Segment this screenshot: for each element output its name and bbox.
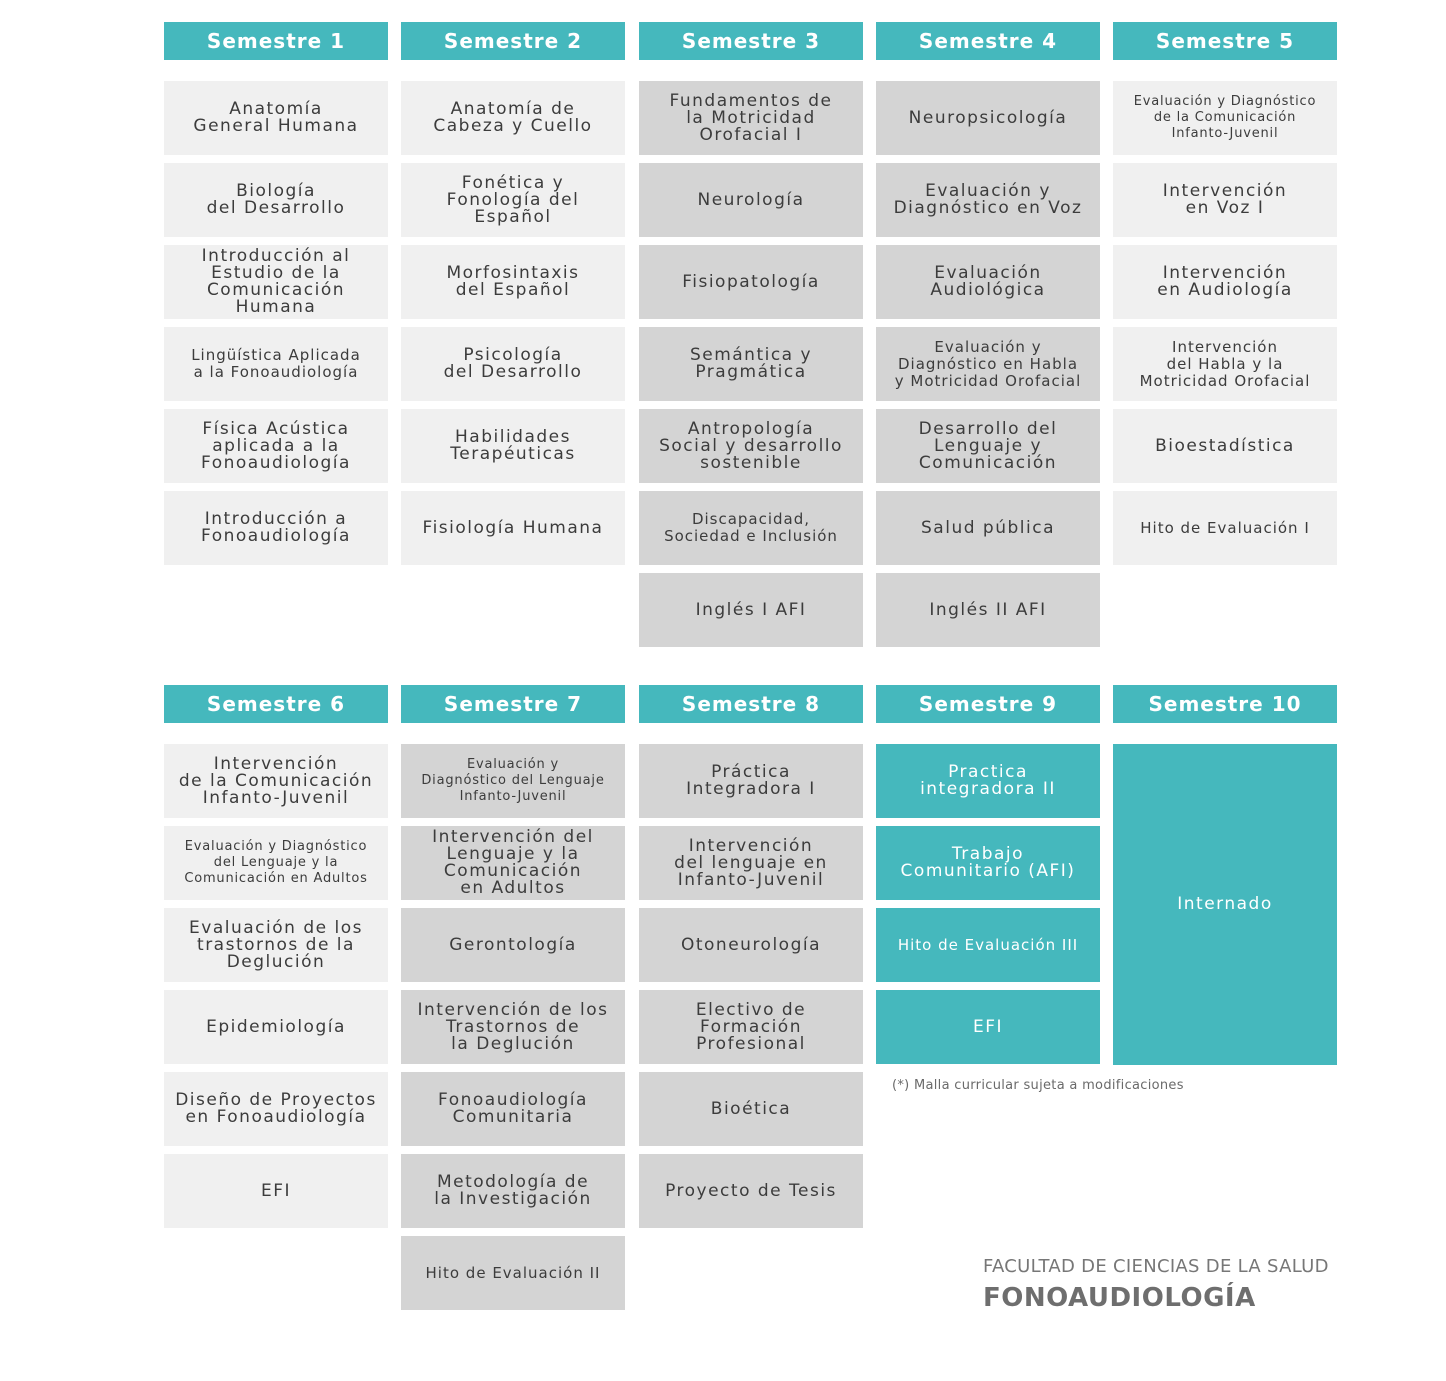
course-fisiopatologia: Fisiopatología [639, 245, 863, 319]
course-practica-integradora-ii: Practica integradora II [876, 744, 1100, 818]
course-desarrollo-del-lenguaje-y-comunicacion: Desarrollo del Lenguaje y Comunicación [876, 409, 1100, 483]
semester-header-6: Semestre 6 [164, 685, 388, 723]
course-linguistica-aplicada-a-la-fonoaudiologia: Lingüística Aplicada a la Fonoaudiología [164, 327, 388, 401]
semester-header-3: Semestre 3 [639, 22, 863, 60]
course-fisica-acustica-aplicada-a-la-fonoaudiologia: Física Acústica aplicada a la Fonoaudiología [164, 409, 388, 483]
semester-header-4: Semestre 4 [876, 22, 1100, 60]
course-efi: EFI [876, 990, 1100, 1064]
course-fonoaudiologia-comunitaria: Fonoaudiología Comunitaria [401, 1072, 625, 1146]
course-internado: Internado [1113, 744, 1337, 1065]
program-name: FONOAUDIOLOGÍA [983, 1283, 1256, 1313]
course-evaluacion-y-diagnostico-en-habla-y-motricidad-orofacial: Evaluación y Diagnóstico en Habla y Motricidad Orofacial [876, 327, 1100, 401]
course-intervencion-del-habla-y-la-motricidad-orofacial: Intervención del Habla y la Motricidad Orofacial [1113, 327, 1337, 401]
course-introduccion-a-fonoaudiologia: Introducción a Fonoaudiología [164, 491, 388, 565]
course-hito-de-evaluacion-ii: Hito de Evaluación II [401, 1236, 625, 1310]
course-antropologia-social-y-desarrollo-sostenible: Antropología Social y desarrollo sostenible [639, 409, 863, 483]
course-otoneurologia: Otoneurología [639, 908, 863, 982]
course-evaluacion-y-diagnostico-del-lenguaje-infanto-juvenil: Evaluación y Diagnóstico del Lenguaje Infanto-Juvenil [401, 744, 625, 818]
course-anatomia-general-humana: Anatomía General Humana [164, 81, 388, 155]
semester-header-2: Semestre 2 [401, 22, 625, 60]
course-intervencion-de-los-trastornos-de-la-deglucion: Intervención de los Trastornos de la Deglución [401, 990, 625, 1064]
course-habilidades-terapeuticas: Habilidades Terapéuticas [401, 409, 625, 483]
course-fisiologia-humana: Fisiología Humana [401, 491, 625, 565]
semester-header-8: Semestre 8 [639, 685, 863, 723]
course-bioetica: Bioética [639, 1072, 863, 1146]
semester-header-10: Semestre 10 [1113, 685, 1337, 723]
course-introduccion-al-estudio-de-la-comunicacion-humana: Introducción al Estudio de la Comunicación Humana [164, 245, 388, 319]
faculty-name: FACULTAD DE CIENCIAS DE LA SALUD [983, 1256, 1329, 1277]
course-neurologia: Neurología [639, 163, 863, 237]
course-gerontologia: Gerontología [401, 908, 625, 982]
semester-header-9: Semestre 9 [876, 685, 1100, 723]
course-evaluacion-audiologica: Evaluación Audiológica [876, 245, 1100, 319]
course-intervencion-de-la-comunicacion-infanto-juvenil: Intervención de la Comunicación Infanto-Juvenil [164, 744, 388, 818]
course-practica-integradora-i: Práctica Integradora I [639, 744, 863, 818]
semester-header-5: Semestre 5 [1113, 22, 1337, 60]
course-psicologia-del-desarrollo: Psicología del Desarrollo [401, 327, 625, 401]
course-hito-de-evaluacion-i: Hito de Evaluación I [1113, 491, 1337, 565]
course-diseno-de-proyectos-en-fonoaudiologia: Diseño de Proyectos en Fonoaudiología [164, 1072, 388, 1146]
course-anatomia-de-cabeza-y-cuello: Anatomía de Cabeza y Cuello [401, 81, 625, 155]
semester-header-7: Semestre 7 [401, 685, 625, 723]
course-evaluacion-y-diagnostico-del-lenguaje-y-la-comunicacion-en-adultos: Evaluación y Diagnóstico del Lenguaje y la Comunicación en Adultos [164, 826, 388, 900]
course-metodologia-de-la-investigacion: Metodología de la Investigación [401, 1154, 625, 1228]
course-fonetica-y-fonologia-del-espanol: Fonética y Fonología del Español [401, 163, 625, 237]
semester-header-1: Semestre 1 [164, 22, 388, 60]
course-intervencion-del-lenguaje-en-infanto-juvenil: Intervención del lenguaje en Infanto-Juvenil [639, 826, 863, 900]
course-evaluacion-y-diagnostico-de-la-comunicacion-infanto-juvenil: Evaluación y Diagnóstico de la Comunicación Infanto-Juvenil [1113, 81, 1337, 155]
course-trabajo-comunitario-afi: Trabajo Comunitario (AFI) [876, 826, 1100, 900]
course-epidemiologia: Epidemiología [164, 990, 388, 1064]
course-discapacidad-sociedad-e-inclusion: Discapacidad, Sociedad e Inclusión [639, 491, 863, 565]
course-evaluacion-de-los-trastornos-de-la-deglucion: Evaluación de los trastornos de la Deglución [164, 908, 388, 982]
footnote: (*) Malla curricular sujeta a modificaciones [892, 1078, 1184, 1093]
course-bioestadistica: Bioestadística [1113, 409, 1337, 483]
course-intervencion-en-audiologia: Intervención en Audiología [1113, 245, 1337, 319]
course-fundamentos-de-la-motricidad-orofacial-i: Fundamentos de la Motricidad Orofacial I [639, 81, 863, 155]
course-semantica-y-pragmatica: Semántica y Pragmática [639, 327, 863, 401]
course-neuropsicologia: Neuropsicología [876, 81, 1100, 155]
course-evaluacion-y-diagnostico-en-voz: Evaluación y Diagnóstico en Voz [876, 163, 1100, 237]
course-intervencion-en-voz-i: Intervención en Voz I [1113, 163, 1337, 237]
course-proyecto-de-tesis: Proyecto de Tesis [639, 1154, 863, 1228]
course-electivo-de-formacion-profesional: Electivo de Formación Profesional [639, 990, 863, 1064]
course-ingles-ii-afi: Inglés II AFI [876, 573, 1100, 647]
course-intervencion-del-lenguaje-y-la-comunicacion-en-adultos: Intervención del Lenguaje y la Comunicación en Adultos [401, 826, 625, 900]
course-salud-publica: Salud pública [876, 491, 1100, 565]
course-morfosintaxis-del-espanol: Morfosintaxis del Español [401, 245, 625, 319]
course-efi: EFI [164, 1154, 388, 1228]
course-ingles-i-afi: Inglés I AFI [639, 573, 863, 647]
course-biologia-del-desarrollo: Biología del Desarrollo [164, 163, 388, 237]
course-hito-de-evaluacion-iii: Hito de Evaluación III [876, 908, 1100, 982]
